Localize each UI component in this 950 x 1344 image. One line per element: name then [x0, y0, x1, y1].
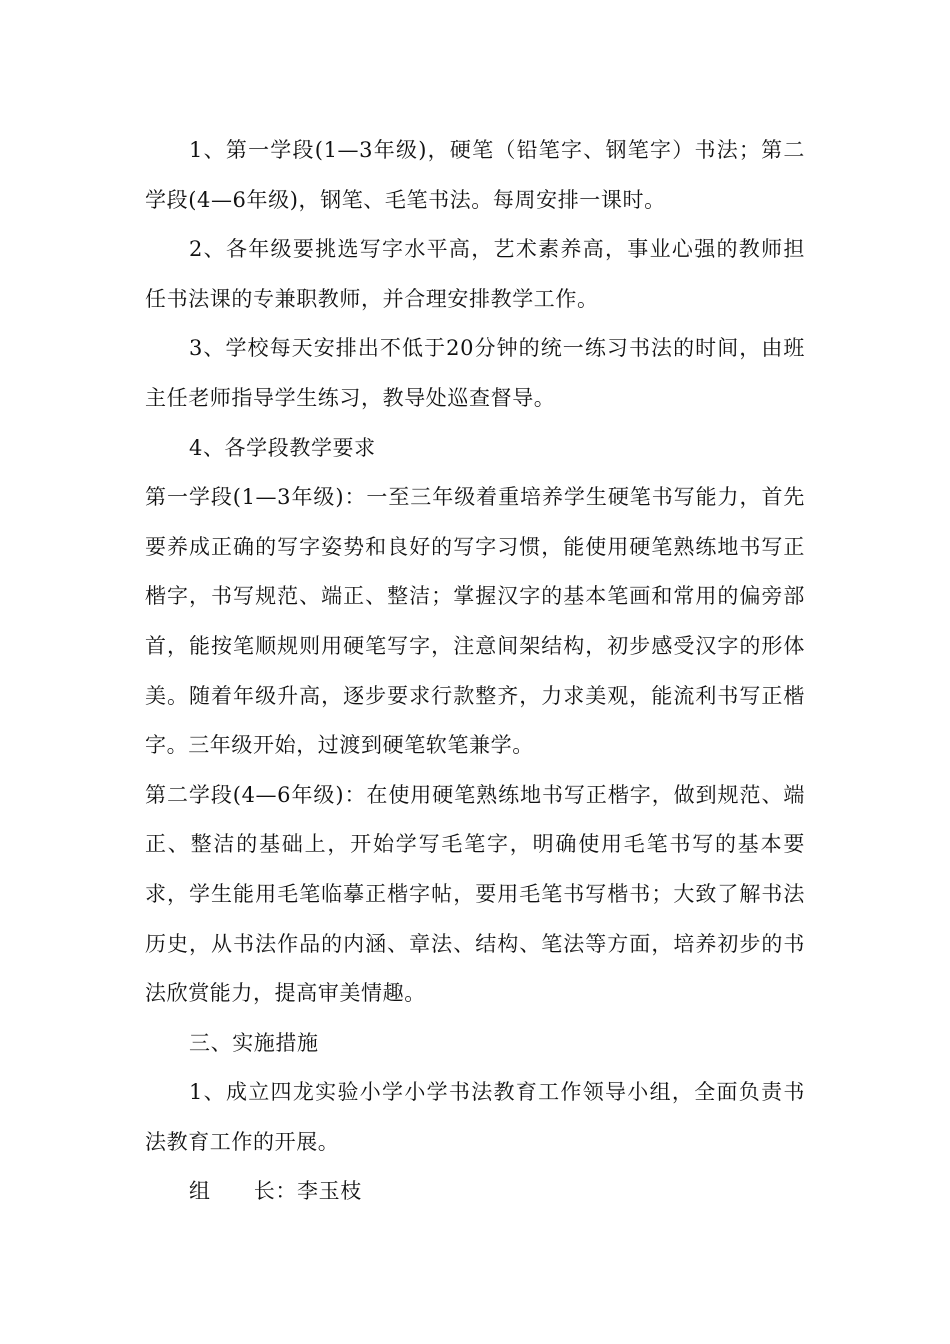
- paragraph-group-leader: 组 长：李玉枝: [189, 1179, 362, 1204]
- paragraph-daily-practice: 3、学校每天安排出不低于20分钟的统一练习书法的时间，由班主任老师指导学生练习，教导处巡查督导。: [145, 336, 805, 410]
- section-heading-measures: 三、实施措施: [189, 1030, 319, 1055]
- paragraph-leadership-group: 1、成立四龙实验小学小学书法教育工作领导小组，全面负责书法教育工作的开展。: [145, 1080, 805, 1154]
- paragraph-teacher-selection: 2、各年级要挑选写字水平高，艺术素养高，事业心强的教师担任书法课的专兼职教师，并合理安排教学工作。: [145, 237, 805, 311]
- paragraph-grade-stages: 1、第一学段(1—3年级)，硬笔（铅笔字、钢笔字）书法；第二学段(4—6年级)，钢笔、毛笔书法。每周安排一课时。: [145, 138, 805, 212]
- document-body: [145, 126, 805, 1217]
- paragraph-stage-two: 第二学段(4—6年级)：在使用硬笔熟练地书写正楷字，做到规范、端正、整洁的基础上，开始学写毛笔字，明确使用毛笔书写的基本要求，学生能用毛笔临摹正楷字帖，要用毛笔书写楷书；大致了解书法历史，从书法作品的内涵、章法、结构、笔法等方面，培养初步的书法欣赏能力，提高审美情趣。: [145, 782, 805, 1006]
- paragraph-requirements-heading: 4、各学段教学要求: [189, 435, 376, 460]
- paragraph-stage-one: 第一学段(1—3年级)：一至三年级着重培养学生硬笔书写能力，首先要养成正确的写字姿势和良好的写字习惯，能使用硬笔熟练地书写正楷字，书写规范、端正、整洁；掌握汉字的基本笔画和常用的偏旁部首，能按笔顺规则用硬笔写字，注意间架结构，初步感受汉字的形体美。随着年级升高，逐步要求行款整齐，力求美观，能流利书写正楷字。三年级开始，过渡到硬笔软笔兼学。: [145, 485, 805, 758]
